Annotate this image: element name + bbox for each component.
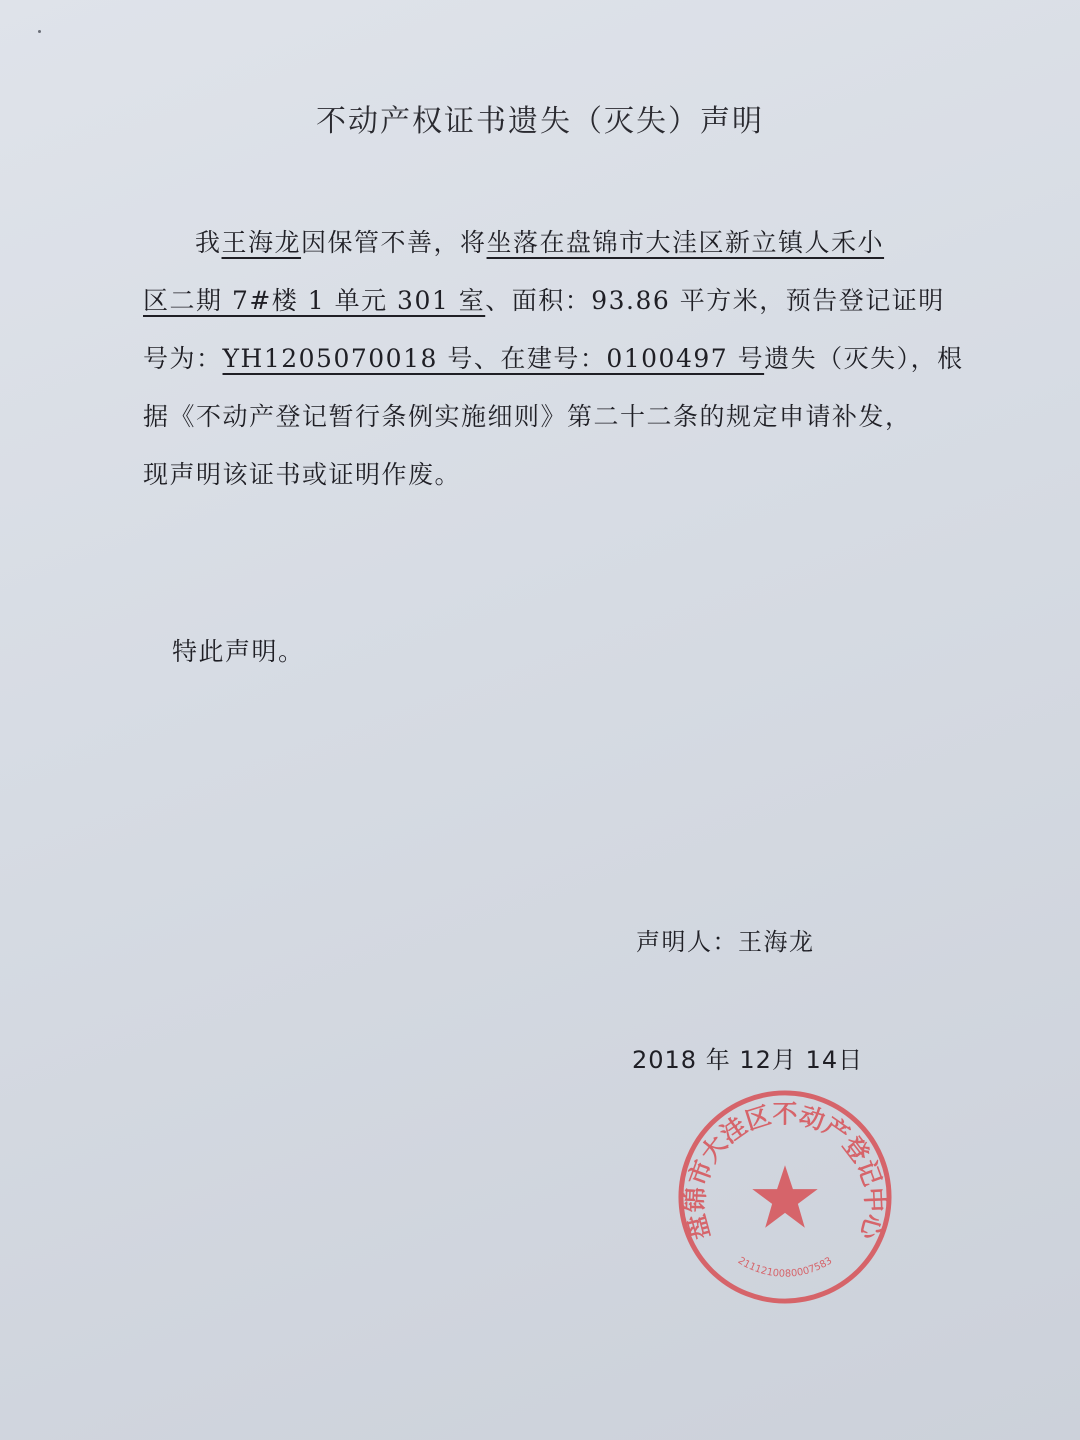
owner-name: 王海龙 <box>221 228 302 257</box>
body-text: 、面积：93.86 平方米，预告登记证明 <box>485 286 945 315</box>
seal-serial: 2111210080007583 <box>735 1255 835 1280</box>
page-title: 不动产权证书遗失（灭失）声明 <box>316 104 764 139</box>
date-year: 2018 <box>632 1046 698 1074</box>
seal-org-name: 盘锦市大洼区不动产登记中心 <box>680 1099 890 1243</box>
body-line-4: 据《不动产登记暂行条例实施细则》第二十二条的规定申请补发， <box>143 402 912 431</box>
signer-line: 声明人：王海龙 <box>636 928 815 956</box>
paper-speck <box>38 30 41 33</box>
body-text: 我 <box>195 228 222 257</box>
body-text: 因保管不善，将 <box>301 228 487 257</box>
property-address-part2: 区二期 7#楼 1 单元 301 室 <box>143 286 486 315</box>
body-line-2 <box>143 272 945 330</box>
body-text: 号为： <box>143 344 223 373</box>
property-address-part1: 坐落在盘锦市大洼区新立镇人禾小 <box>486 228 885 257</box>
date-year-unit: 年 <box>705 1046 731 1074</box>
body-text: 遗失（灭失），根 <box>764 344 964 373</box>
date-month: 12 <box>739 1046 772 1074</box>
seal-star-icon <box>752 1165 817 1227</box>
body-line-5: 现声明该证书或证明作废。 <box>143 460 462 489</box>
body-line-1 <box>143 214 933 272</box>
closing-text: 特此声明。 <box>172 637 305 666</box>
date-month-unit: 月 <box>771 1046 797 1074</box>
statement-body <box>143 214 964 504</box>
date-day: 14 <box>805 1046 839 1074</box>
body-line-3 <box>143 330 964 388</box>
certificate-number: YH1205070018 号、在建号：0100497 号 <box>222 344 765 373</box>
official-seal <box>676 1088 894 1306</box>
date-line <box>632 1040 863 1075</box>
date-day-unit: 日 <box>838 1046 864 1074</box>
